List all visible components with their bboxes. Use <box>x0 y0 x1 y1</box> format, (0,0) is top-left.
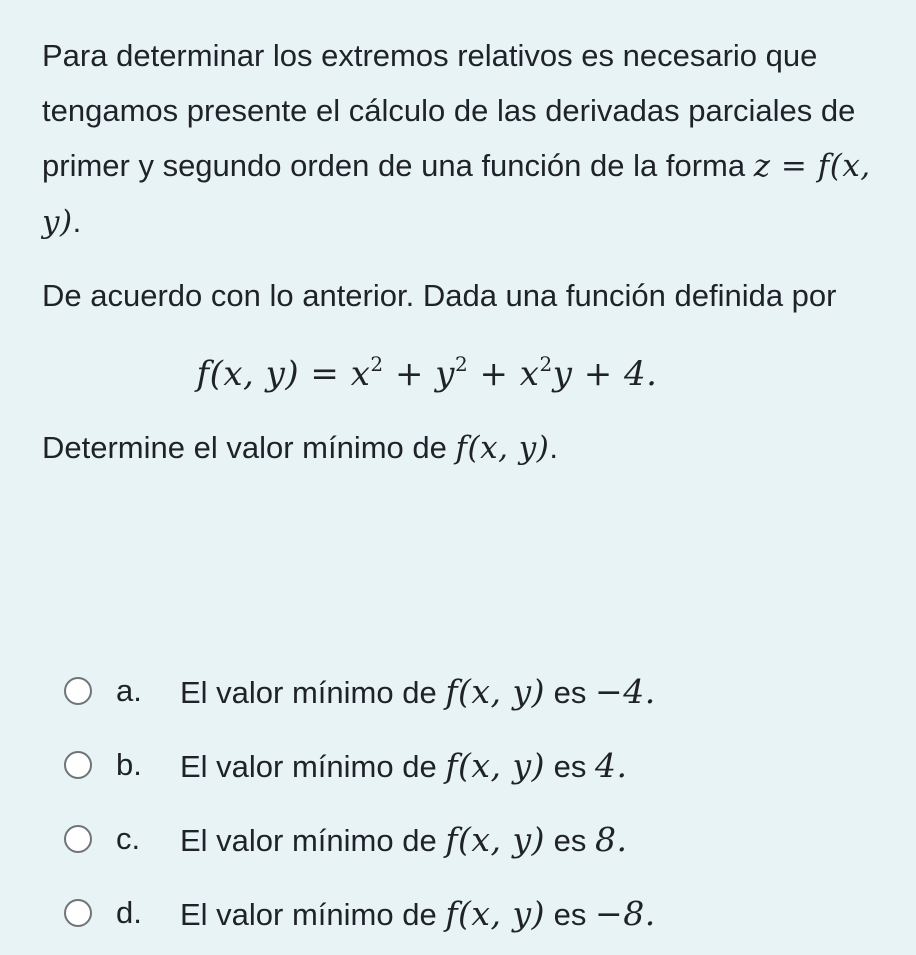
option-math: f(x, y) <box>445 819 546 859</box>
paragraph-1-text: Para determinar los extremos relativos es necesario que tengamos presente el cálculo de las derivadas parciales de primer y segundo orden de una función de la forma <box>42 38 856 183</box>
display-mid-2: + x <box>468 354 540 394</box>
answer-options <box>60 654 880 950</box>
option-math: f(x, y) <box>445 893 546 933</box>
radio-button-a[interactable] <box>64 677 92 705</box>
option-prefix: El valor mínimo de <box>180 896 437 932</box>
exponent-1: 2 <box>370 352 384 376</box>
option-text <box>180 894 656 933</box>
paragraph-3-text: Determine el valor mínimo de <box>42 430 447 465</box>
display-lhs: f(x, y) = x <box>196 354 371 394</box>
paragraph-3-math: f(x, y) <box>455 430 550 466</box>
exponent-3: 2 <box>539 352 553 376</box>
option-a[interactable] <box>60 654 880 728</box>
paragraph-1-end: . <box>72 204 82 239</box>
option-letter: b. <box>116 747 142 782</box>
paragraph-2-text: De acuerdo con lo anterior. Dada una función definida por <box>42 278 837 313</box>
option-mid: es <box>553 748 587 784</box>
option-value: −8. <box>595 893 656 933</box>
display-tail: y + 4. <box>552 354 658 394</box>
question-paragraph-3 <box>42 420 892 476</box>
option-prefix: El valor mínimo de <box>180 748 437 784</box>
paragraph-1-math: z = f(x, y) <box>42 148 871 240</box>
radio-button-b[interactable] <box>64 751 92 779</box>
option-math: f(x, y) <box>445 671 546 711</box>
option-b[interactable] <box>60 728 880 802</box>
display-mid-1: + y <box>383 354 455 394</box>
option-value: −4. <box>595 671 656 711</box>
option-letter: c. <box>116 821 141 856</box>
option-math: f(x, y) <box>445 745 546 785</box>
question-paragraph-1 <box>42 28 892 250</box>
option-letter: d. <box>116 895 142 930</box>
option-c[interactable] <box>60 802 880 876</box>
radio-button-d[interactable] <box>64 899 92 927</box>
option-text <box>180 746 628 785</box>
radio-button-c[interactable] <box>64 825 92 853</box>
exponent-2: 2 <box>454 352 469 376</box>
option-text <box>180 820 628 859</box>
option-text <box>180 672 656 711</box>
option-d[interactable] <box>60 876 880 950</box>
option-mid: es <box>553 822 587 858</box>
option-value: 8. <box>595 819 628 859</box>
option-prefix: El valor mínimo de <box>180 822 437 858</box>
paragraph-3-end: . <box>549 430 559 465</box>
option-value: 4. <box>595 745 628 785</box>
option-mid: es <box>553 896 587 932</box>
question-text <box>42 28 892 476</box>
option-mid: es <box>553 674 587 710</box>
option-letter: a. <box>116 673 142 708</box>
option-prefix: El valor mínimo de <box>180 674 437 710</box>
function-definition <box>42 347 892 402</box>
question-paragraph-2 <box>42 268 892 323</box>
